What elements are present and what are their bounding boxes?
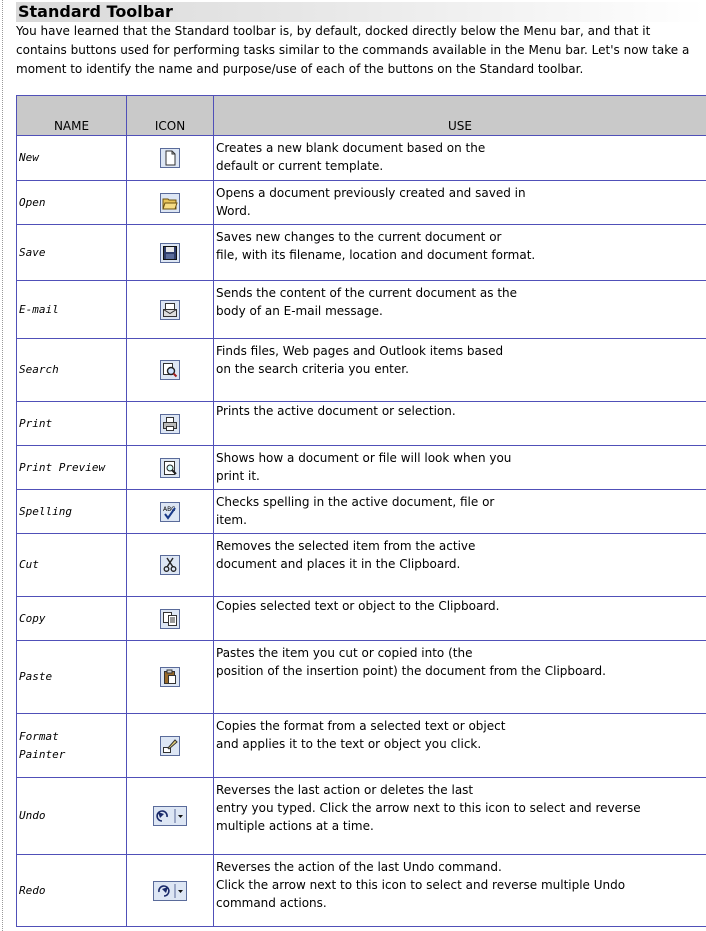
- description-line: Prints the active document or selection.: [216, 404, 456, 418]
- table-row: [17, 778, 706, 855]
- svg-text:ABC: ABC: [163, 505, 176, 513]
- command-name: Format Painter: [17, 714, 127, 778]
- command-description: [214, 534, 706, 597]
- description-line: Click the arrow next to this icon to select and reverse multiple Undo: [216, 878, 626, 892]
- icon-cell: [127, 641, 214, 714]
- open-folder-icon: [160, 193, 180, 213]
- table-row: [17, 281, 706, 339]
- icon-cell: [127, 778, 214, 855]
- description-line: entry you typed. Click the arrow next to this icon to select and reverse: [216, 801, 641, 815]
- icon-cell: [127, 714, 214, 778]
- icon-cell: [127, 225, 214, 281]
- command-name: Copy: [17, 597, 127, 641]
- description-line: Opens a document previously created and saved in: [216, 186, 526, 200]
- command-description: [214, 136, 706, 181]
- command-name: Undo: [17, 778, 127, 855]
- print-preview-icon: [160, 458, 180, 478]
- command-description: [214, 181, 706, 225]
- description-line: default or current template.: [216, 159, 384, 173]
- use-column-header: USE: [214, 96, 706, 136]
- command-name: Print: [17, 402, 127, 446]
- copy-icon: [160, 609, 180, 629]
- description-line: Copies selected text or object to the Clipboard.: [216, 599, 500, 613]
- table-row: [17, 641, 706, 714]
- table-row: [17, 136, 706, 181]
- paste-clipboard-icon: [160, 667, 180, 687]
- description-line: position of the insertion point) the document from the Clipboard.: [216, 664, 606, 678]
- description-line: Saves new changes to the current document or: [216, 230, 502, 244]
- command-name: Search: [17, 339, 127, 402]
- command-description: [214, 402, 706, 446]
- table-row: [17, 490, 706, 534]
- command-description: [214, 778, 706, 855]
- command-description: [214, 225, 706, 281]
- command-name: Paste: [17, 641, 127, 714]
- printer-icon: [160, 414, 180, 434]
- table-header-row: [17, 96, 706, 136]
- command-name: Open: [17, 181, 127, 225]
- description-line: Copies the format from a selected text or object: [216, 719, 506, 733]
- section-title: Standard Toolbar: [16, 2, 706, 22]
- icon-column-header: ICON: [127, 96, 214, 136]
- command-name: Save: [17, 225, 127, 281]
- command-description: [214, 641, 706, 714]
- name-column-header: NAME: [17, 96, 127, 136]
- command-description: [214, 446, 706, 490]
- description-line: body of an E-mail message.: [216, 304, 383, 318]
- description-line: file, with its filename, location and document format.: [216, 248, 536, 262]
- save-disk-icon: [160, 243, 180, 263]
- table-row: [17, 339, 706, 402]
- search-icon: [160, 360, 180, 380]
- left-border-rule: [2, 0, 3, 931]
- description-line: item.: [216, 513, 247, 527]
- icon-cell: [127, 281, 214, 339]
- intro-paragraph: You have learned that the Standard toolbar is, by default, docked directly below the Menu bar, and that it contains buttons used for performing tasks similar to the commands available in the Menu bar. Let's now take a moment to identify the name and purpose/use of each of the buttons on the Standard toolbar.: [16, 24, 690, 76]
- command-description: [214, 855, 706, 927]
- command-name: Spelling: [17, 490, 127, 534]
- table-row: [17, 714, 706, 778]
- description-line: Removes the selected item from the active: [216, 539, 476, 553]
- description-line: document and places it in the Clipboard.: [216, 557, 461, 571]
- icon-cell: [127, 446, 214, 490]
- icon-cell: [127, 136, 214, 181]
- table-row: [17, 225, 706, 281]
- description-line: Word.: [216, 204, 251, 218]
- command-description: [214, 490, 706, 534]
- table-row: [17, 534, 706, 597]
- description-line: Pastes the item you cut or copied into (the: [216, 646, 473, 660]
- table-row: [17, 855, 706, 927]
- icon-cell: [127, 402, 214, 446]
- command-name: Print Preview: [17, 446, 127, 490]
- icon-cell: [127, 181, 214, 225]
- command-name: Redo: [17, 855, 127, 927]
- description-line: on the search criteria you enter.: [216, 362, 409, 376]
- description-line: Finds files, Web pages and Outlook items based: [216, 344, 504, 358]
- new-document-icon: [160, 148, 180, 168]
- description-line: Reverses the action of the last Undo command.: [216, 860, 502, 874]
- table-row: [17, 181, 706, 225]
- command-name: New: [17, 136, 127, 181]
- table-row: [17, 597, 706, 641]
- description-line: Creates a new blank document based on the: [216, 141, 486, 155]
- icon-cell: [127, 490, 214, 534]
- description-line: Checks spelling in the active document, file or: [216, 495, 495, 509]
- description-line: Shows how a document or file will look when you: [216, 451, 512, 465]
- description-line: and applies it to the text or object you click.: [216, 737, 482, 751]
- table-row: [17, 446, 706, 490]
- icon-cell: [127, 534, 214, 597]
- scissors-icon: [160, 555, 180, 575]
- description-line: multiple actions at a time.: [216, 819, 374, 833]
- icon-cell: [127, 597, 214, 641]
- description-line: print it.: [216, 469, 260, 483]
- icon-cell: [127, 339, 214, 402]
- toolbar-reference-table: [16, 95, 706, 927]
- description-line: Reverses the last action or deletes the last: [216, 783, 474, 797]
- redo-icon: [153, 881, 187, 901]
- command-description: [214, 281, 706, 339]
- description-line: Sends the content of the current document as the: [216, 286, 518, 300]
- table-row: [17, 402, 706, 446]
- command-name: Cut: [17, 534, 127, 597]
- spelling-icon: [160, 502, 180, 522]
- command-name: E-mail: [17, 281, 127, 339]
- icon-cell: [127, 855, 214, 927]
- format-painter-icon: [160, 736, 180, 756]
- command-description: [214, 714, 706, 778]
- table-body: [17, 136, 706, 927]
- email-icon: [160, 300, 180, 320]
- command-description: [214, 597, 706, 641]
- description-line: command actions.: [216, 896, 327, 910]
- command-description: [214, 339, 706, 402]
- undo-icon: [153, 806, 187, 826]
